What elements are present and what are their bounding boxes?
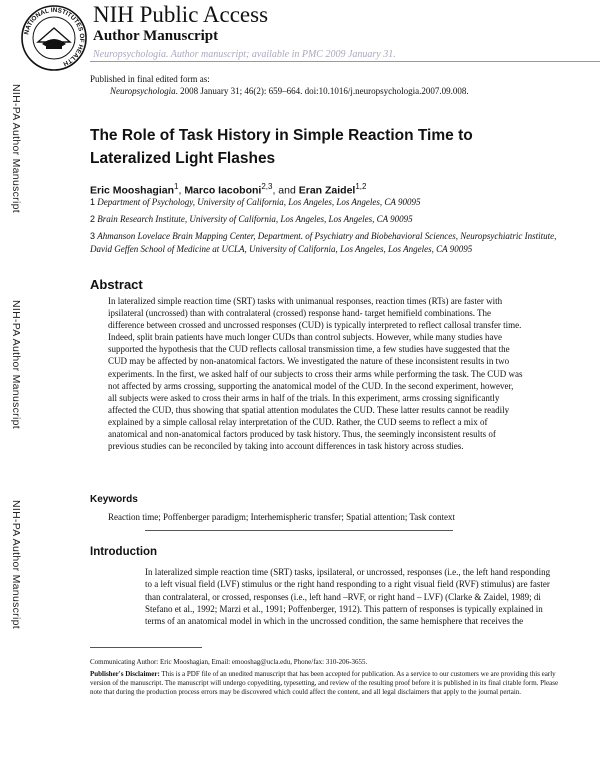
availability-note: Neuropsychologia. Author manuscript; available in PMC 2009 January 31. xyxy=(93,49,396,60)
journal-name: Neuropsychologia xyxy=(110,86,176,96)
article-title: The Role of Task History in Simple Reaction Time to Lateralized Light Flashes xyxy=(90,127,473,167)
affiliation-number: 1 xyxy=(90,197,96,207)
keywords-text: Reaction time; Poffenberger paradigm; Interhemispheric transfer; Spatial attention; Task context xyxy=(108,512,456,522)
publisher-disclaimer xyxy=(90,670,560,697)
affiliation-text: Department of Psychology, University of California, Los Angeles, Los Angeles, CA 90095 xyxy=(97,197,421,207)
citation xyxy=(110,86,469,97)
header-rule xyxy=(90,61,600,62)
author-affil-ref: 1 xyxy=(174,182,179,191)
author-separator: , and xyxy=(272,184,299,197)
nih-seal-logo xyxy=(20,4,88,72)
introduction-text: In lateralized simple reaction time (SRT) tasks, ipsilateral, or uncrossed, responses (i.e., the left hand responding to a left visual field (LVF) stimulus or the right hand responding to a right visual field (RVF) stimulus) are faster than contralateral, or crossed, responses (i.e., left hand –RVF, or right hand – LVF) (Clarke & Zaidel, 1989; di Stefano et al., 1992; Marzi et al., 1991; Poffenberger, 1912). This pattern of responses is typically explained in terms of an anatomical model in which in the uncrossed condition, the same hemisphere that receives the xyxy=(145,567,551,627)
abstract-heading: Abstract xyxy=(90,277,143,292)
affiliation-number: 2 xyxy=(90,214,96,224)
author-manuscript-label: Author Manuscript xyxy=(93,28,219,44)
affiliation-number: 3 xyxy=(90,231,96,241)
disclaimer-text: This is a PDF file of an unedited manuscript that has been accepted for publication. As a service to our customers we are providing this early version of the manuscript. The manuscript will undergo copyediting, typesetting, and review of the resulting proof before it is published in its final citable form. Please note that during the production process errors may be discovered which could affect the content, and all legal disclaimers that apply to the journal pertain. xyxy=(90,670,559,696)
citation-details: . 2008 January 31; 46(2): 659–664. doi:10.1016/j.neuropsychologia.2007.09.008. xyxy=(175,86,469,96)
disclaimer-label: Publisher's Disclaimer: xyxy=(90,670,160,678)
author-separator: , xyxy=(178,184,185,197)
section-divider xyxy=(145,530,453,531)
side-label-1: NIH-PA Author Manuscript xyxy=(10,84,22,213)
affiliation xyxy=(90,230,560,256)
author-name: Eric Mooshagian xyxy=(90,184,175,197)
seal-ring-text: NATIONAL INSTITUTES OF HEALTH xyxy=(23,6,86,68)
affiliation xyxy=(90,196,560,209)
author-affil-ref: 1,2 xyxy=(355,182,367,191)
affiliation-text: Brain Research Institute, University of California, Los Angeles, Los Angeles, CA 90095 xyxy=(97,214,413,224)
side-label-3: NIH-PA Author Manuscript xyxy=(10,500,22,629)
affiliation-text: Ahmanson Lovelace Brain Mapping Center, Department. of Psychiatry and Biobehavioral Sciences, Neuropsychiatric Institute, David Geffen School of Medicine at UCLA, University of California, Los Angeles, Los Angeles, CA 90095 xyxy=(90,231,557,254)
introduction-heading: Introduction xyxy=(90,546,158,558)
abstract-text: In lateralized simple reaction time (SRT) tasks with unimanual responses, reaction times (RTs) are faster with ipsilateral (uncrossed) than with contralateral (crossed) response hand- target hemifield combinations. The difference between crossed and uncrossed responses (CUD) is typically interpreted to reflect callosal transfer time. Indeed, split brain patients have much longer CUDs than control subjects. However, while many studies have supported the hypothesis that the CUD reflects callosal transmission time, a few studies have suggested that the CUD may be affected by non-anatomical factors. We investigated the nature of these inconsistent results in two experiments. In the first, we asked half of our subjects to cross their arms while performing the task. The CUD was not affected by arms crossing, supporting the anatomical model of the CUD. In the second experiment, however, all subjects were asked to cross their arms in half of the trials. In this experiment, arms crossing significantly affected the CUD, thus showing that spatial attention modulates the CUD. These latter results cannot be readily explained by a simple callosal relay interpretation of the CUD. Rather, the CUD seems to reflect a mix of anatomical and non-anatomical factors produced by task history. Thus, the seemingly inconsistent results of previous studies can be reconciled by taking into account differences in task history across studies. xyxy=(108,296,523,452)
svg-text:NATIONAL INSTITUTES OF HEALTH xyxy=(23,7,85,67)
author-name: Eran Zaidel xyxy=(298,184,356,197)
affiliation xyxy=(90,213,560,226)
footnote-rule xyxy=(90,647,202,648)
nih-public-access-title: NIH Public Access xyxy=(93,2,269,27)
side-label-2: NIH-PA Author Manuscript xyxy=(10,300,22,429)
published-note: Published in final edited form as: xyxy=(90,74,210,84)
author-name: Marco Iacoboni xyxy=(184,184,262,197)
author-affil-ref: 2,3 xyxy=(261,182,273,191)
corresponding-author-note: Communicating Author: Eric Mooshagian, Email: emooshag@ucla.edu, Phone/fax: 310-206-3655. xyxy=(90,658,368,666)
author-list xyxy=(90,180,366,198)
keywords-heading: Keywords xyxy=(90,494,138,505)
